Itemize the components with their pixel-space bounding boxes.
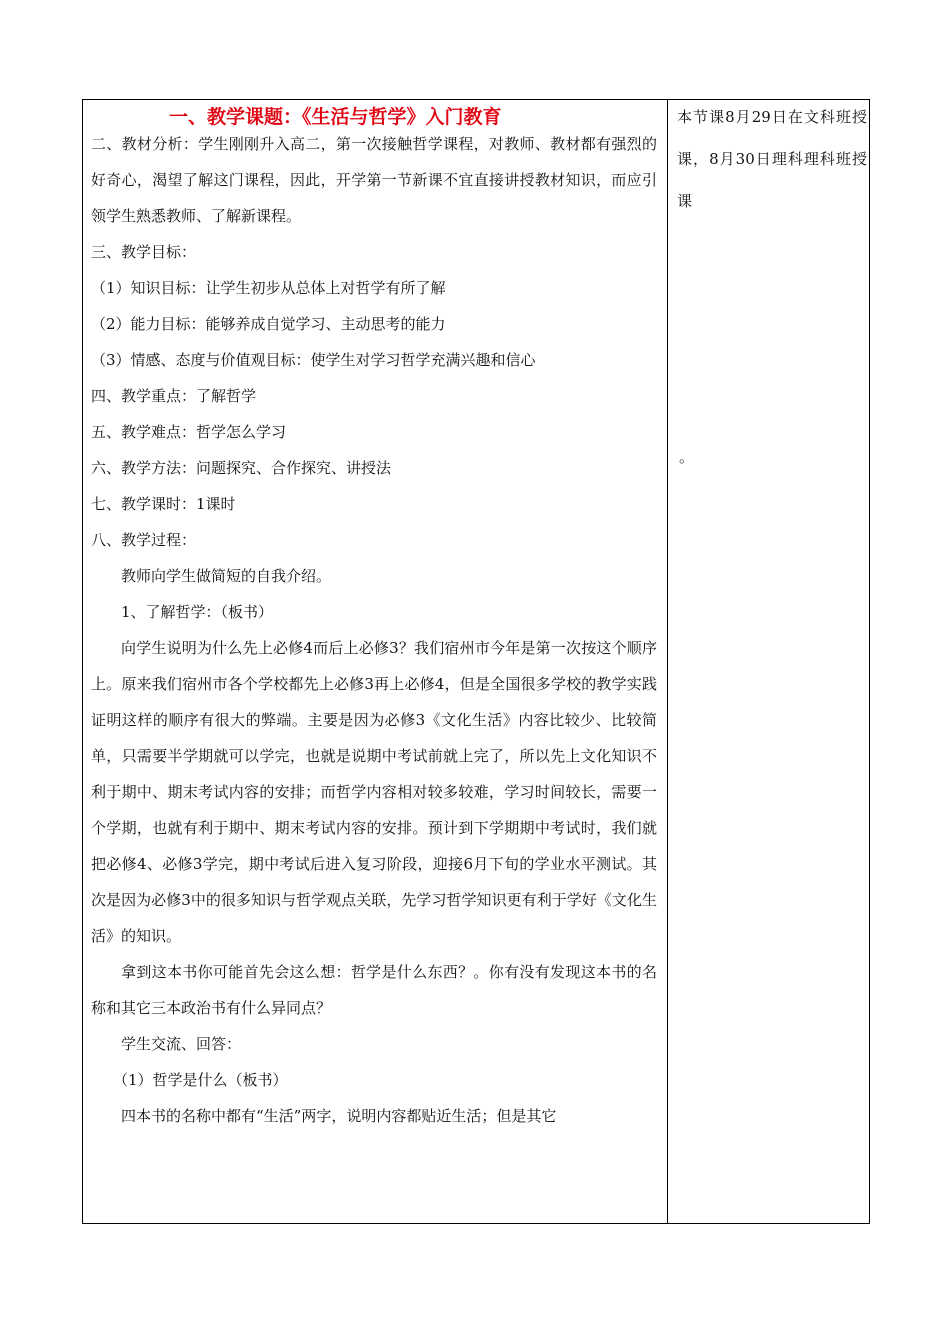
goal-ability: （2）能力目标：能够养成自觉学习、主动思考的能力: [91, 315, 446, 333]
step-1: 1、了解哲学：（板书）: [121, 603, 274, 621]
goal-attitude: （3）情感、态度与价值观目标：使学生对学习哲学充满兴趣和信心: [91, 351, 536, 369]
teaching-method: 六、教学方法：问题探究、合作探究、讲授法: [91, 459, 392, 477]
lesson-plan-table: [82, 99, 870, 1224]
side-column: [677, 100, 867, 222]
sub-heading-1: （1）哲学是什么（板书）: [113, 1071, 288, 1089]
intro-text: 教师向学生做简短的自我介绍。: [121, 567, 332, 585]
analysis-text: 二、教材分析：学生刚刚升入高二，第一次接触哲学课程，对教师、教材都有强烈的好奇心，渴望了解这门课程，因此，开学第一节新课不宜直接讲授教材知识，而应引领学生熟悉教师、了解新课程。: [91, 135, 657, 225]
column-divider: [667, 100, 668, 1223]
goal-knowledge: （1）知识目标：让学生初步从总体上对哲学有所了解: [91, 279, 446, 297]
paragraph-question: 拿到这本书你可能首先会这么想：哲学是什么东西？。你有没有发现这本书的名称和其它三本政治书有什么异同点？: [91, 963, 657, 1017]
difficulty: 五、教学难点：哲学怎么学习: [91, 423, 287, 441]
key-point: 四、教学重点：了解哲学: [91, 387, 257, 405]
student-exchange: 学生交流、回答：: [121, 1035, 242, 1053]
process-heading: 八、教学过程：: [91, 531, 197, 549]
paragraph-order: 向学生说明为什么先上必修4而后上必修3？我们宿州市今年是第一次按这个顺序上。原来我们宿州市各个学校都先上必修3再上必修4，但是全国很多学校的教学实践证明这样的顺序有很大的弊端。主要是因为必修3《文化生活》内容比较少、比较简单，只需要半学期就可以学完，也就是说期中考试前就上完了，所以先上文化知识不利于期中、期末考试内容的安排；而哲学内容相对较多较难，学习时间较长，需要一个学期，也就有利于期中、期末考试内容的安排。预计到下学期期中考试时，我们就把必修4、必修3学完，期中考试后进入复习阶段，迎接6月下旬的学业水平测试。其次是因为必修3中的很多知识与哲学观点关联，先学习哲学知识更有利于学好《文化生活》的知识。: [91, 639, 657, 945]
main-column: [91, 100, 657, 1134]
paragraph-names: 四本书的名称中都有“生活”两字，说明内容都贴近生活；但是其它: [121, 1107, 557, 1125]
lesson-title: 一、教学课题：《生活与哲学》入门教育: [169, 106, 502, 128]
class-hours: 七、教学课时：1课时: [91, 495, 236, 513]
side-note: 本节课8月29日在文科班授课，8月30日理科理科班授课: [677, 108, 867, 210]
goals-heading: 三、教学目标：: [91, 243, 197, 261]
side-dot: 。: [679, 448, 695, 466]
